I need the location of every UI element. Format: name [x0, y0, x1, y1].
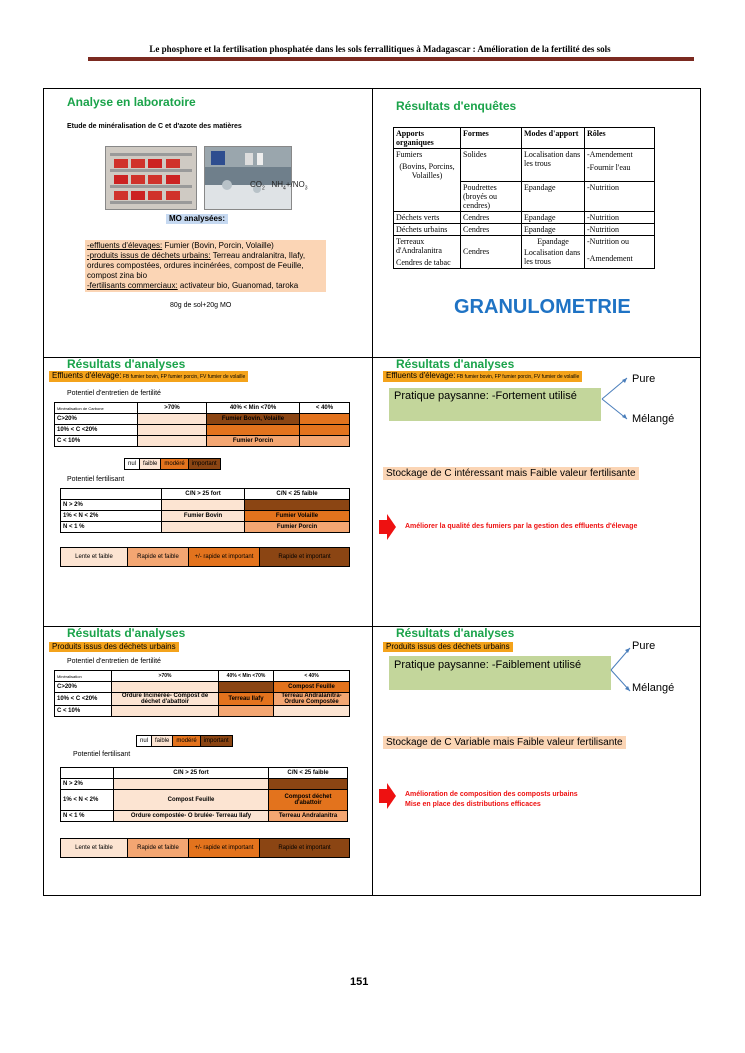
table-cell: C>20% — [55, 414, 138, 425]
legend-cell: important — [200, 736, 232, 747]
enquete-cell-text: Cendres de tabac — [396, 257, 451, 267]
s5-legend1 — [136, 735, 233, 747]
legend-cell: Rapide et important — [260, 839, 350, 858]
legend-cell: faible — [152, 736, 173, 747]
table-cell — [274, 706, 350, 717]
enquete-header-cell: Modes d'apport — [522, 128, 585, 149]
mo-item-effluents — [87, 241, 324, 251]
legend-row — [125, 459, 221, 470]
table-row — [55, 436, 350, 447]
s4-box-small: FB fumier bovin, FP fumier porcin, FV fumier de volaille — [455, 374, 580, 380]
enquete-cell: -Nutrition — [585, 223, 655, 235]
enquete-cell: Epandage — [522, 181, 585, 211]
enquete-row — [394, 235, 655, 268]
legend-cell: Rapide et faible — [128, 839, 189, 858]
legend-row — [61, 548, 350, 567]
enquete-title: Résultats d'enquêtes — [396, 99, 517, 113]
table-row — [61, 500, 350, 511]
s6-pratique-box: Pratique paysanne: -Faiblement utilisé — [389, 656, 611, 690]
enquete-header-cell: Apports organiques — [394, 128, 461, 149]
enquete-cell: -Nutrition — [585, 211, 655, 223]
legend-cell: faible — [140, 459, 161, 470]
enquete-header-cell: Rôles — [585, 128, 655, 149]
table-header-cell: C/N < 25 faible — [269, 768, 348, 779]
enquete-cell-text: -Fournir l'eau — [587, 163, 631, 172]
mo-list — [85, 240, 326, 292]
table-cell — [300, 414, 350, 425]
table-row — [55, 414, 350, 425]
mo-label: MO analysées: — [166, 214, 228, 224]
s3-box — [49, 371, 248, 382]
enquete-cell-text: (Bovins, Porcins, Volailles) — [399, 162, 455, 180]
table-cell: Ordure compostée- O brulée- Terreau Ilafy — [114, 811, 269, 822]
table-cell: Fumier Bovin — [162, 511, 245, 522]
s3-legend1 — [124, 458, 221, 470]
s5-box: Produits issus des déchets urbains — [49, 642, 179, 652]
s3-pot2-label: Potentiel fertilisant — [67, 476, 125, 483]
table-cell: N < 1 % — [61, 811, 114, 822]
enquete-cell: Déchets urbains — [394, 223, 461, 235]
s4-red-arrow-icon — [379, 514, 397, 540]
legend-cell: important — [188, 459, 220, 470]
mo-item-effluents-value: Fumier (Bovin, Porcin, Volaille) — [162, 241, 274, 250]
lab-photo-bench-image — [205, 147, 291, 209]
table-header-cell: 40% < Min <70% — [207, 403, 300, 414]
s5-pot1-table — [54, 670, 350, 717]
mo-item-effluents-key: -effluents d'élevages: — [87, 241, 163, 250]
table-row — [55, 682, 350, 693]
table-row — [55, 706, 350, 717]
table-header-cell — [61, 489, 162, 500]
table-cell: Fumier Bovin, Volaille — [207, 414, 300, 425]
enquete-header-row — [394, 128, 655, 149]
lab-photo-shelves-image — [106, 147, 196, 209]
lab-title: Analyse en laboratoire — [67, 95, 196, 109]
s3-box-label: Effluents d'élevage: — [52, 371, 122, 380]
table-cell — [162, 522, 245, 533]
enquete-cell-text: Localisation dans les trous — [524, 247, 581, 266]
legend-cell: Rapide et faible — [128, 548, 189, 567]
s3-pot1-label: Potentiel d'entretien de fertilité — [67, 390, 161, 397]
lab-subtitle: Etude de minéralisation de C et d'azote des matières — [67, 123, 242, 130]
formula-no3: NO — [292, 180, 305, 189]
s3-pot2-table — [60, 488, 350, 533]
mo-item-dechets-key: -produits issus de déchets urbains: — [87, 251, 211, 260]
legend-cell: nul — [137, 736, 152, 747]
header-rule — [88, 57, 694, 61]
s3-box-small: FB fumier bovin, FP fumier porcin, FV fumier de volaille — [121, 374, 246, 380]
table-cell: Compost déchet d'abattoir — [269, 790, 348, 811]
table-cell: C>20% — [55, 682, 112, 693]
enquete-cell: Poudrettes (broyés ou cendres) — [461, 181, 522, 211]
table-cell: Fumier Porcin — [245, 522, 350, 533]
s3-legend2 — [60, 547, 350, 567]
table-header-cell: >70% — [112, 671, 219, 682]
mo-item-dechets — [87, 251, 324, 281]
mo-item-commerciaux-value: activateur bio, Guanomad, taroka — [177, 281, 299, 290]
table-header-cell: < 40% — [274, 671, 350, 682]
table-header-cell: C/N > 25 fort — [114, 768, 269, 779]
legend-cell: Lente et faible — [61, 548, 128, 567]
s5-pot2-table — [60, 767, 348, 822]
s3-pot1-table — [54, 402, 350, 447]
enquete-cell — [394, 235, 461, 268]
enquete-cell-text: -Nutrition ou — [587, 236, 629, 246]
table-cell: N > 2% — [61, 779, 114, 790]
table-row — [61, 811, 348, 822]
s6-stockage: Stockage de C Variable mais Faible valeur fertilisante — [383, 736, 626, 749]
enquete-row — [394, 149, 655, 182]
s6-box: Produits issus des déchets urbains — [383, 642, 513, 652]
s6-ameliorer-1: Amélioration de composition des composts urbains — [405, 791, 578, 798]
enquete-cell: Déchets verts — [394, 211, 461, 223]
table-header-cell — [61, 768, 114, 779]
lab-ratio: 80g de sol+20g MO — [170, 302, 232, 309]
s4-pure: Pure — [632, 373, 656, 385]
s6-branch-arrows — [610, 642, 634, 696]
table-row — [55, 425, 350, 436]
s5-title: Résultats d'analyses — [67, 626, 186, 640]
legend-cell: +/- rapide et important — [189, 839, 260, 858]
legend-cell: Rapide et important — [260, 548, 350, 567]
legend-cell: nul — [125, 459, 140, 470]
s4-title: Résultats d'analyses — [396, 357, 515, 371]
table-cell — [162, 500, 245, 511]
table-cell: Terreau Andralanitra- Ordure Compostée — [274, 693, 350, 706]
table-cell: 10% < C <20% — [55, 693, 112, 706]
table-row — [61, 511, 350, 522]
table-cell: N > 2% — [61, 500, 162, 511]
enquete-row — [394, 211, 655, 223]
enquete-cell — [585, 149, 655, 182]
table-cell: Fumier Porcin — [207, 436, 300, 447]
table-header-cell: C/N > 25 fort — [162, 489, 245, 500]
page-number: 151 — [350, 976, 369, 988]
formula-nh4: NH — [271, 180, 284, 189]
table-row — [61, 522, 350, 533]
lab-photo-formula: $CO_2$ $NH_4+/NO_3$ — [250, 180, 308, 192]
table-cell: 1% < N < 2% — [61, 511, 162, 522]
table-cell — [300, 425, 350, 436]
table-row — [55, 671, 350, 682]
table-cell: C < 10% — [55, 436, 138, 447]
s4-branch-arrows — [601, 372, 633, 424]
enquete-cell: Cendres — [461, 235, 522, 268]
legend-row — [61, 839, 350, 858]
table-cell: Terreau Andralanitra — [269, 811, 348, 822]
granulometrie-title: GRANULOMETRIE — [454, 296, 631, 318]
table-cell — [112, 682, 219, 693]
table-cell: Ordure Incinérée- Compost de déchet d'abattoir — [112, 693, 219, 706]
s3-title: Résultats d'analyses — [67, 357, 186, 371]
enquete-cell: Solides — [461, 149, 522, 182]
table-cell — [269, 779, 348, 790]
enquete-cell: Localisation dans les trous — [522, 149, 585, 182]
table-row — [61, 790, 348, 811]
enquete-cell — [522, 235, 585, 268]
s5-legend2 — [60, 838, 350, 858]
table-header-cell: Minéralisation de Carbone — [55, 403, 138, 414]
table-cell: N < 1 % — [61, 522, 162, 533]
table-row — [61, 489, 350, 500]
table-cell — [138, 414, 207, 425]
s3-pot1-header — [55, 403, 350, 414]
s4-ameliorer: Améliorer la qualité des fumiers par la gestion des effluents d'élevage — [405, 523, 638, 530]
enquete-cell — [394, 149, 461, 182]
table-cell: C < 10% — [55, 706, 112, 717]
table-cell — [114, 779, 269, 790]
mo-item-dechets-value: Terreau andralanitra, Ilafy, ordures compostées, ordures incinérées, compost de Feuille, compost zina bio — [87, 251, 306, 280]
table-cell — [219, 682, 274, 693]
enquete-cell: Cendres — [461, 223, 522, 235]
legend-cell: modéré — [173, 736, 200, 747]
legend-cell: modéré — [161, 459, 188, 470]
table-header-cell: < 40% — [300, 403, 350, 414]
enquete-cell-text: -Amendement — [587, 150, 633, 159]
s5-pot1-label: Potentiel d'entretien de fertilité — [67, 658, 161, 665]
table-row — [61, 779, 348, 790]
enquete-row — [394, 181, 655, 211]
table-row — [55, 693, 350, 706]
mo-item-commerciaux — [87, 281, 324, 291]
table-cell: Compost Feuille — [114, 790, 269, 811]
table-cell — [112, 706, 219, 717]
enquete-cell: -Nutrition — [585, 181, 655, 211]
header-title: Le phosphore et la fertilisation phosphatée dans les sols ferrallitiques à Madagascar : Amélioration de la fertilité des sols — [149, 44, 611, 54]
legend-row — [137, 736, 233, 747]
legend-cell: +/- rapide et important — [189, 548, 260, 567]
grid-vertical-divider — [372, 88, 373, 896]
table-cell — [207, 425, 300, 436]
enquete-cell-text: Epandage — [537, 236, 569, 246]
enquete-cell: Epandage — [522, 223, 585, 235]
legend-cell: Lente et faible — [61, 839, 128, 858]
table-cell: Compost Feuille — [274, 682, 350, 693]
enquete-header-cell: Formes — [461, 128, 522, 149]
enquete-cell: Cendres — [461, 211, 522, 223]
table-header-cell: 40% < Min <70% — [219, 671, 274, 682]
s6-melange: Mélangé — [632, 682, 675, 694]
enquete-cell-text: Terreaux d'Andralanitra — [396, 236, 442, 255]
s6-ameliorer-2: Mise en place des distributions efficaces — [405, 801, 541, 808]
table-cell — [219, 706, 274, 717]
enquete-cell: Epandage — [522, 211, 585, 223]
enquete-cell — [394, 181, 461, 211]
s4-melange: Mélangé — [632, 413, 675, 425]
enquete-row — [394, 223, 655, 235]
s4-pratique-box: Pratique paysanne: -Fortement utilisé — [389, 388, 601, 421]
s6-red-arrow-icon — [379, 783, 397, 809]
table-cell: Terreau Ilafy — [219, 693, 274, 706]
s4-box-label: Effluents d'élevage: — [386, 371, 456, 380]
lab-photo-bench — [204, 146, 292, 210]
formula-co2: CO — [250, 180, 262, 189]
s6-title: Résultats d'analyses — [396, 626, 515, 640]
table-header-cell: Minéralisation — [55, 671, 112, 682]
table-cell — [138, 425, 207, 436]
table-row — [61, 768, 348, 779]
s6-pure: Pure — [632, 640, 656, 652]
lab-photo-shelves — [105, 146, 197, 210]
table-header-cell: >70% — [138, 403, 207, 414]
s4-stockage: Stockage de C intéressant mais Faible valeur fertilisante — [383, 467, 639, 480]
table-header-cell: C/N < 25 faible — [245, 489, 350, 500]
enquete-cell-text: Fumiers — [396, 150, 423, 159]
s4-box — [383, 371, 582, 382]
mo-item-commerciaux-key: -fertilisants commerciaux: — [87, 281, 178, 290]
s5-pot2-label: Potentiel fertilisant — [73, 751, 131, 758]
enquete-cell-text: -Amendement — [587, 253, 633, 263]
table-cell — [300, 436, 350, 447]
table-cell: 10% < C <20% — [55, 425, 138, 436]
table-cell — [138, 436, 207, 447]
table-cell — [245, 500, 350, 511]
enquete-cell — [585, 235, 655, 268]
table-cell: Fumier Volaille — [245, 511, 350, 522]
table-cell: 1% < N < 2% — [61, 790, 114, 811]
enquete-table — [393, 127, 655, 269]
